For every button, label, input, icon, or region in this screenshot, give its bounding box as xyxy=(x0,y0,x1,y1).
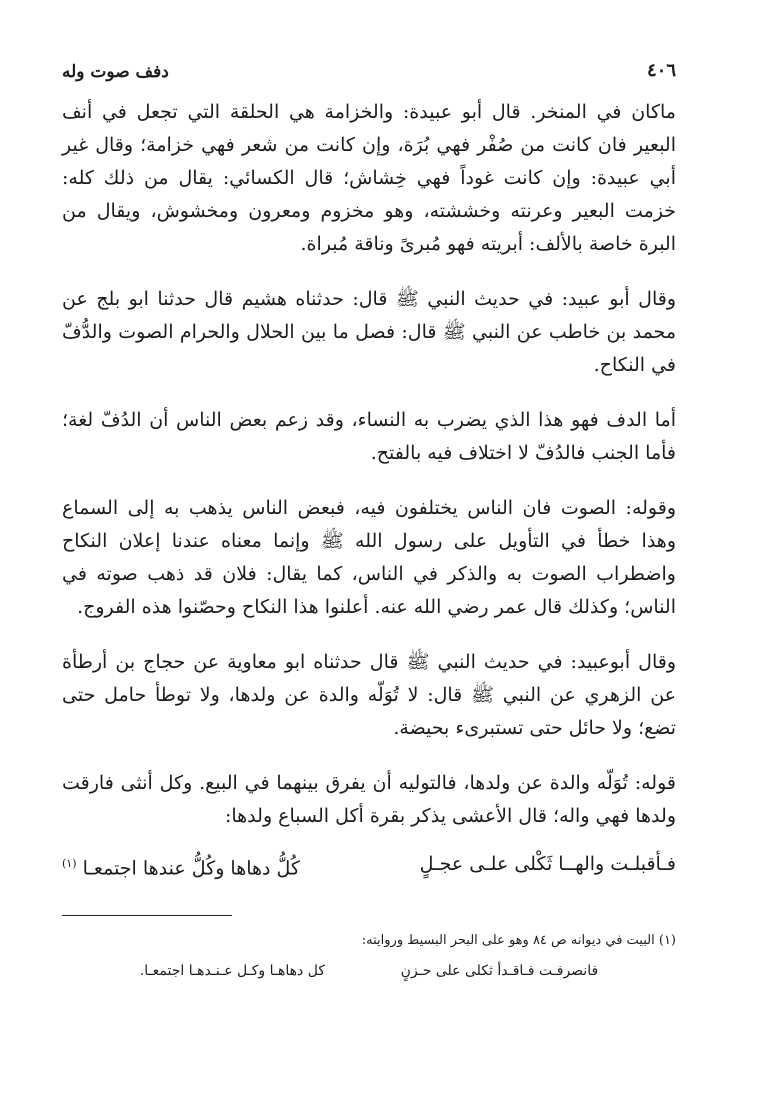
paragraph-hadith-tuwallah: وقال أبوعبيد: في حديث النبي ﷺ قال حدثناه ابو معاوية عن حجاج بن أرطأة عن الزهري عن النبي ﷺ قال: لا تُوَلّه والدة عن ولدها، ولا توطأ حامل حتى تضع؛ ولا حائل حتى تستبرىء بحيضة. xyxy=(62,651,676,739)
footnote-marker: (١) xyxy=(62,857,77,870)
footnote-text: (١) البيت في ديوانه ص ٨٤ وهو على البحر البسيط وروايته: xyxy=(361,933,676,949)
footnote-verse-first: فانصرفـت فـاقـدأ ثكلى على حـزنٍ xyxy=(400,963,599,980)
page-header xyxy=(62,60,676,96)
paragraph-duff-meaning: أما الدف فهو هذا الذي يضرب به النساء، وقد زعم بعض الناس أن الدُفّ لغة؛ فأما الجنب فالدُفّ لا اختلاف فيه بالفتح. xyxy=(62,409,676,464)
footnote-divider xyxy=(62,915,232,916)
verse-first-hemistich: فـأقبلـت والهــا ثَكْلى علـى عجـلٍ xyxy=(419,853,676,875)
paragraph-tawlih-explanation: قوله: تُوَلّه والدة عن ولدها، فالتوليه أن يفرق بينهما في البيع. وكل أنثى فارقت ولدها فهي واله؛ قال الأعشى يذكر بقرة أكل السباع ولدها: xyxy=(62,772,676,827)
page-number: ٤٠٦ xyxy=(646,60,676,81)
paragraph-sawt-meaning: وقوله: الصوت فان الناس يختلفون فيه، فبعض الناس يذهب به إلى السماع وهذا خطأ في التأويل على رسول الله ﷺ وإنما معناه عندنا إعلان النكاح واضطراب الصوت به والذكر في الناس، كما يقال: فلان قد ذهب صوته في الناس؛ وكذلك قال عمر رضي الله عنه. أعلنوا هذا النكاح وحصّنوا هذه الفروج. xyxy=(62,497,676,618)
paragraph-nose-ring: ماكان في المنخر. قال أبو عبيدة: والخزامة هي الحلقة التي تجعل في أنف البعير فان كانت من صُفْر فهي بُرَة، وإن كانت من شعر فهي خزامة؛ وقال غير أبي عبيدة: وإن كانت غوداً فهي خِشاش؛ قال الكسائي: يقال من ذلك كله: خزمت البعير وعرنته وخششته، وهو مخزوم ومعرون ومخشوش، ويقال من البرة خاصة بالألف: أبريته فهو مُبرىً وناقة مُبراة. xyxy=(62,101,676,255)
book-page xyxy=(62,60,676,984)
footnote-verse xyxy=(62,958,676,984)
paragraph-hadith-duff: وقال أبو عبيد: في حديث النبي ﷺ قال: حدثناه هشيم قال حدثنا ابو بلج عن محمد بن خاطب عن النبي ﷺ قال: فصل ما بين الحلال والحرام الصوت والدُّفّ في النكاح. xyxy=(62,288,676,376)
verse-second-hemistich: كُلُّ دهاها وكُلُّ عندها اجتمعـا $^{(١)}$ xyxy=(62,857,300,880)
footnote-verse-second: كل دهاهـا وكـل عـنـدهـا اجتمعـا. xyxy=(139,963,325,980)
poetry-verse xyxy=(62,847,676,885)
running-title: دفف صوت وله xyxy=(62,62,169,82)
